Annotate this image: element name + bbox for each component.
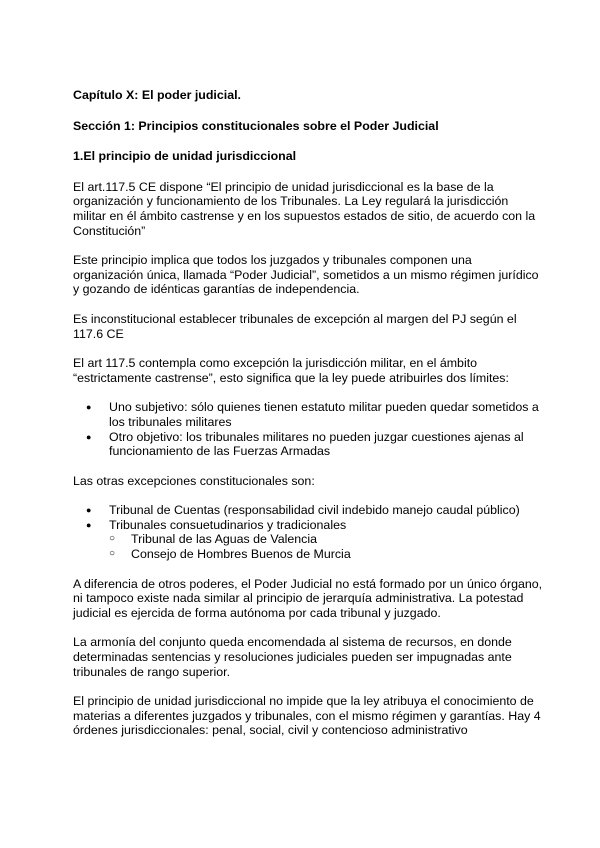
list-item: ● Tribunal de Cuentas (responsabilidad civil indebido manejo caudal público) xyxy=(73,503,543,518)
exceptions-sublist-wrap xyxy=(73,532,543,561)
list-item: ● Otro objetivo: los tribunales militares no pueden juzgar cuestiones ajenas al funcionamiento de las Fuerzas Armadas xyxy=(73,430,543,459)
subsection-title: 1.El principio de unidad jurisdiccional xyxy=(73,149,297,164)
paragraph-unconstitutional: Es inconstitucional establecer tribunales de excepción al margen del PJ según el 117.6 CE xyxy=(73,311,517,341)
list-item: ○ Consejo de Hombres Buenos de Murcia xyxy=(95,547,543,562)
exceptions-sublist xyxy=(95,532,543,561)
list-item: ● Uno subjetivo: sólo quienes tienen estatuto militar pueden quedar sometidos a los tribunales militares xyxy=(73,400,543,429)
exceptions-list xyxy=(73,503,543,561)
exceptions-intro: Las otras excepciones constitucionales son: xyxy=(73,473,315,488)
limits-list xyxy=(73,400,543,458)
section-title: Sección 1: Principios constitucionales sobre el Poder Judicial xyxy=(73,118,439,133)
paragraph-appeals-system: La armonía del conjunto queda encomendada al sistema de recursos, en donde determinadas sentencias y resoluciones judiciales pueden ser impugnadas ante tribunales de rango superior. xyxy=(73,635,512,679)
paragraph-military-exception: El art 117.5 contempla como excepción la jurisdicción militar, en el ámbito “estrictamente castrense”, esto significa que la ley puede atribuirles dos límites: xyxy=(73,356,509,385)
paragraph-principle-implication: Este principio implica que todos los juzgados y tribunales componen una organización única, llamada “Poder Judicial”, sometidos a un mismo régimen jurídico y gozando de idénticas garantías de independencia. xyxy=(73,253,539,297)
chapter-title: Capítulo X: El poder judicial. xyxy=(73,88,241,102)
paragraph-art-117-5: El art.117.5 CE dispone “El principio de unidad jurisdiccional es la base de la organización y funcionamiento de los Tribunales. La Ley regulará la jurisdicción militar en él ámbito castrense y en los supuestos estados de sitio, de acuerdo con la Constitución” xyxy=(73,179,536,238)
paragraph-no-single-organ: A diferencia de otros poderes, el Poder Judicial no está formado por un único órgano, ni tampoco existe nada similar al principio de jerarquía administrativa. La potestad judicial es ejercida de forma autónoma por cada tribunal y juzgado. xyxy=(73,576,543,620)
document-page xyxy=(73,88,543,753)
list-item: ○ Tribunal de las Aguas de Valencia xyxy=(95,532,543,547)
paragraph-jurisdictional-orders: El principio de unidad jurisdiccional no impide que la ley atribuya el conocimiento de materias a diferentes juzgados y tribunales, con el mismo régimen y garantías. Hay 4 órdenes jurisdiccionales: penal, social, civil y contencioso administrativo xyxy=(73,694,541,738)
list-item: ● Tribunales consuetudinarios y tradicionales xyxy=(73,518,543,533)
